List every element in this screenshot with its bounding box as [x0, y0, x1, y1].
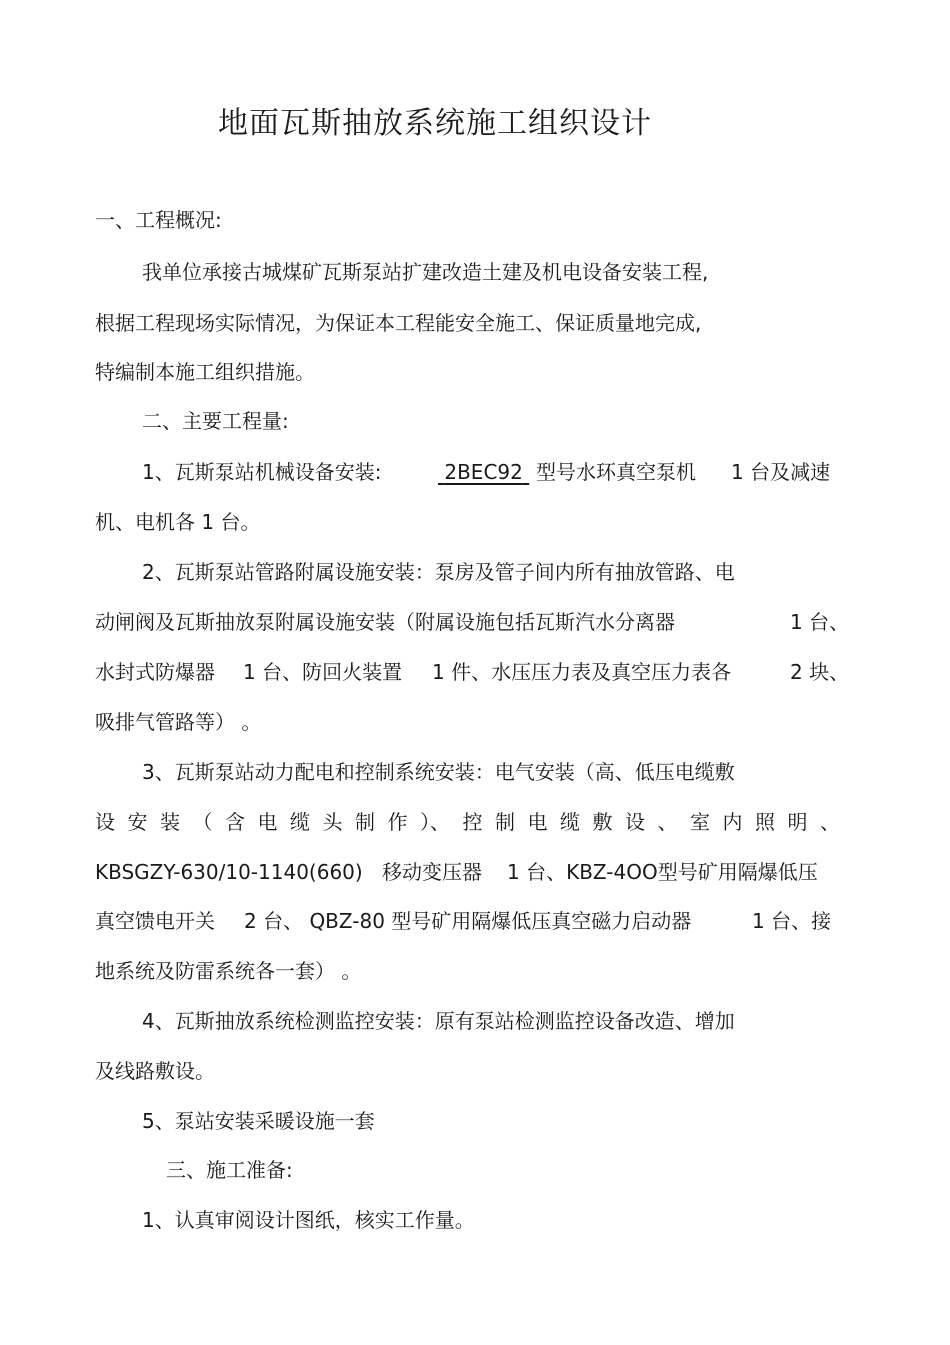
- item5: 5、泵站安装采暖设施一套: [142, 1109, 375, 1133]
- item3-char: 设: [625, 810, 645, 834]
- item3-line3: 移动变压器: [382, 860, 482, 884]
- item3-char: 内: [722, 810, 743, 834]
- item3-line4: 2 台、 QBZ-80 型号矿用隔爆低压真空磁力启动器: [244, 909, 692, 933]
- item3-char: ）、: [420, 810, 450, 834]
- item3-line1: 3、瓦斯泵站动力配电和控制系统安装：电气安装（高、低压电缆敷: [142, 760, 735, 784]
- item1-model: [438, 457, 529, 487]
- item3-char: 含: [225, 810, 245, 834]
- item3-char: 制: [495, 810, 515, 834]
- item2-line2-tail: 1 台、: [790, 610, 850, 634]
- item1-text: 型号水环真空泵机: [536, 460, 696, 484]
- item3-char: 安: [127, 810, 148, 834]
- item3-char: 电: [257, 810, 278, 834]
- section-heading-overview: 一、工程概况:: [95, 208, 222, 232]
- document-title: 地面瓦斯抽放系统施工组织设计: [218, 106, 652, 141]
- item3-char: 、: [820, 810, 840, 834]
- item2-line1: 2、瓦斯泵站管路附属设施安装：泵房及管子间内所有抽放管路、电: [142, 560, 735, 584]
- item3-char: 设: [95, 810, 115, 834]
- item2-line3: 1 件、水压压力表及真空压力表各: [432, 660, 732, 684]
- item3-line4-tail: 1 台、接: [752, 909, 832, 933]
- item3-char: 敷: [592, 810, 613, 834]
- item3-char: 制: [355, 810, 375, 834]
- item3-char: 缆: [290, 810, 310, 834]
- section-heading-quantities: 二、主要工程量:: [142, 409, 289, 433]
- item3-char: 控: [462, 810, 483, 834]
- item3-char: 电: [527, 810, 548, 834]
- item4-line1: 4、瓦斯抽放系统检测监控安装：原有泵站检测监控设备改造、增加: [142, 1009, 735, 1033]
- item3-char: 明: [787, 810, 808, 834]
- section-heading-preparation: 三、施工准备:: [166, 1158, 293, 1182]
- item3-line5: 地系统及防雷系统各一套） 。: [95, 959, 362, 983]
- item2-line3: 1 台、防回火装置: [243, 660, 403, 684]
- item3-line3: KBSGZY-630/10-1140(660): [95, 860, 363, 884]
- item2-line3-tail: 2 块、: [790, 660, 850, 684]
- item3-char: 、: [657, 810, 678, 834]
- item1-line2: 机、电机各 1 台。: [95, 510, 261, 534]
- prep-item1: 1、认真审阅设计图纸，核实工作量。: [142, 1208, 475, 1232]
- item1-label: 1、瓦斯泵站机械设备安装:: [142, 460, 382, 484]
- item2-line2: 动闸阀及瓦斯抽放泵附属设施安装（附属设施包括瓦斯汽水分离器: [95, 610, 675, 634]
- item3-char: 装: [160, 810, 180, 834]
- item3-char: 作: [387, 810, 408, 834]
- item3-char: （: [192, 810, 213, 834]
- item3-char: 缆: [560, 810, 580, 834]
- item2-line4: 吸排气管路等） 。: [95, 710, 262, 734]
- item3-char: 照: [755, 810, 775, 834]
- item1-text: 1 台及减速: [731, 460, 831, 484]
- item3-line2: [95, 807, 840, 837]
- item3-char: 头: [322, 810, 343, 834]
- item4-line2: 及线路敷设。: [95, 1059, 215, 1083]
- paragraph-line: 我单位承接古城煤矿瓦斯泵站扩建改造土建及机电设备安装工程,: [142, 260, 709, 284]
- item3-line3: 1 台、KBZ-4OO型号矿用隔爆低压: [507, 860, 818, 884]
- paragraph-line: 根据工程现场实际情况，为保证本工程能安全施工、保证质量地完成,: [95, 311, 702, 335]
- item2-line3: 水封式防爆器: [95, 660, 215, 684]
- paragraph-line: 特编制本施工组织措施。: [95, 360, 315, 384]
- item1-model-text: 2BEC92: [444, 460, 523, 484]
- item3-line4: 真空馈电开关: [95, 909, 215, 933]
- item3-char: 室: [690, 810, 710, 834]
